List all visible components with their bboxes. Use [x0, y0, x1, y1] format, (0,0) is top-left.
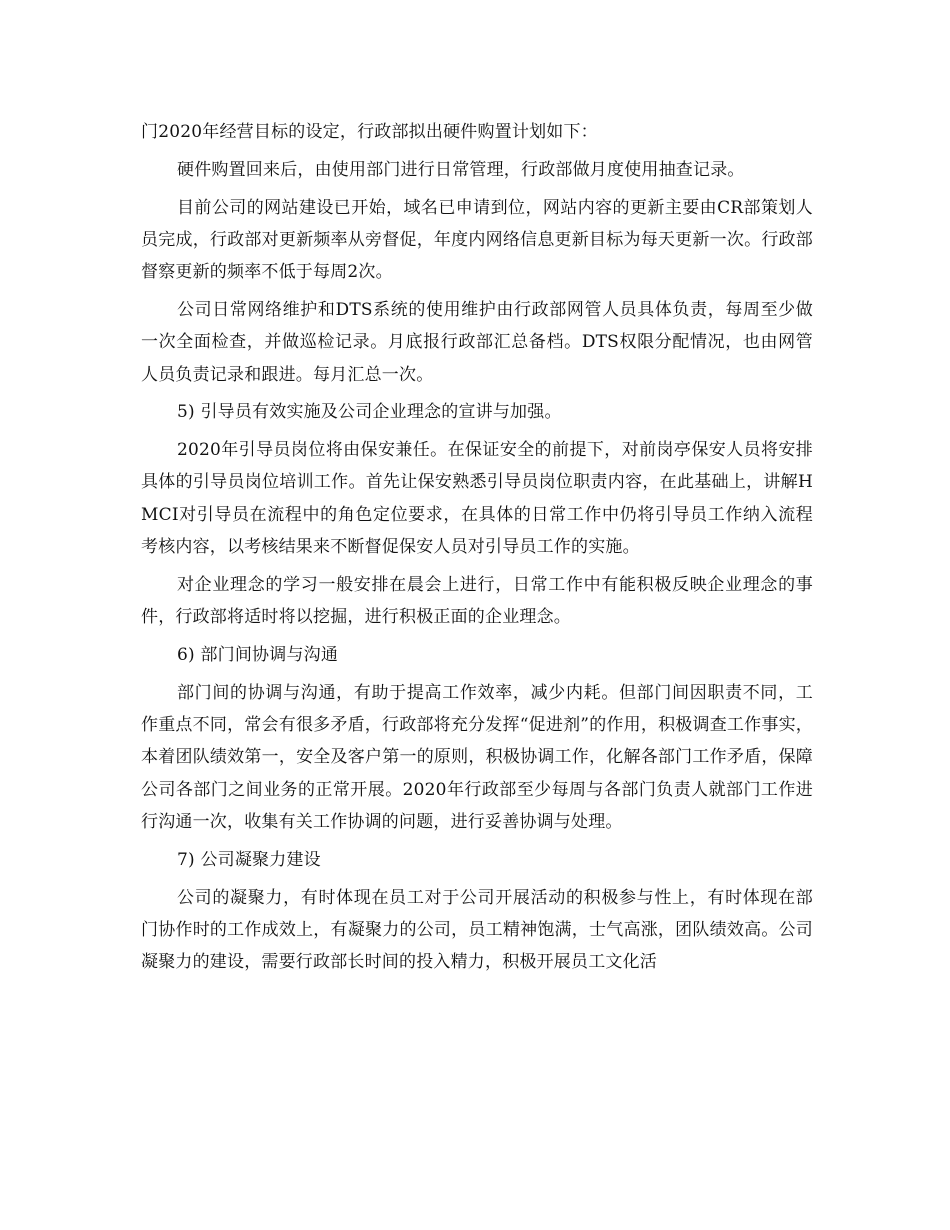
paragraph-department-coordination: 部门间的协调与沟通，有助于提高工作效率，减少内耗。但部门间因职责不同，工作重点不同，常会有很多矛盾，行政部将充分发挥“促进剂”的作用，积极调查工作事实，本着团队绩效第一，安全及客户第一的原则，积极协调工作，化解各部门工作矛盾，保障公司各部门之间业务的正常开展。2020年行政部至少每周与各部门负责人就部门工作进行沟通一次，收集有关工作协调的问题，进行妥善协调与处理。: [141, 682, 813, 832]
section-heading-6: 6) 部门间协调与沟通: [177, 644, 339, 665]
paragraph-website-construction: 目前公司的网站建设已开始，域名已申请到位，网站内容的更新主要由CR部策划人员完成，行政部对更新频率从旁督促，年度内网络信息更新目标为每天更新一次。行政部督察更新的频率不低于每周2次。: [141, 197, 813, 283]
paragraph-continuation: 门2020年经营目标的设定，行政部拟出硬件购置计划如下：: [141, 122, 598, 142]
document-body: [141, 116, 813, 984]
paragraph-hardware-management: 硬件购置回来后，由使用部门进行日常管理，行政部做月度使用抽查记录。: [177, 159, 745, 180]
paragraph-corporate-philosophy: 对企业理念的学习一般安排在晨会上进行，日常工作中有能积极反映企业理念的事件，行政部将适时将以挖掘，进行积极正面的企业理念。: [141, 574, 813, 628]
paragraph-guide-staff: 2020年引导员岗位将由保安兼任。在保证安全的前提下，对前岗亭保安人员将安排具体的引导员岗位培训工作。首先让保安熟悉引导员岗位职责内容，在此基础上，讲解HMCI对引导员在流程中的角色定位要求，在具体的日常工作中仍将引导员工作纳入流程考核内容，以考核结果来不断督促保安人员对引导员工作的实施。: [141, 440, 813, 558]
section-heading-5: 5) 引导员有效实施及公司企业理念的宣讲与加强。: [177, 402, 562, 423]
paragraph-company-cohesion: 公司的凝聚力，有时体现在员工对于公司开展活动的积极参与性上，有时体现在部门协作时的工作成效上，有凝聚力的公司，员工精神饱满，士气高涨，团队绩效高。公司凝聚力的建设，需要行政部长时间的投入精力，积极开展员工文化活: [141, 887, 813, 973]
section-heading-7: 7) 公司凝聚力建设: [177, 849, 321, 870]
paragraph-network-maintenance: 公司日常网络维护和DTS系统的使用维护由行政部网管人员具体负责，每周至少做一次全面检查，并做巡检记录。月底报行政部汇总备档。DTS权限分配情况，也由网管人员负责记录和跟进。每月汇总一次。: [141, 299, 813, 385]
